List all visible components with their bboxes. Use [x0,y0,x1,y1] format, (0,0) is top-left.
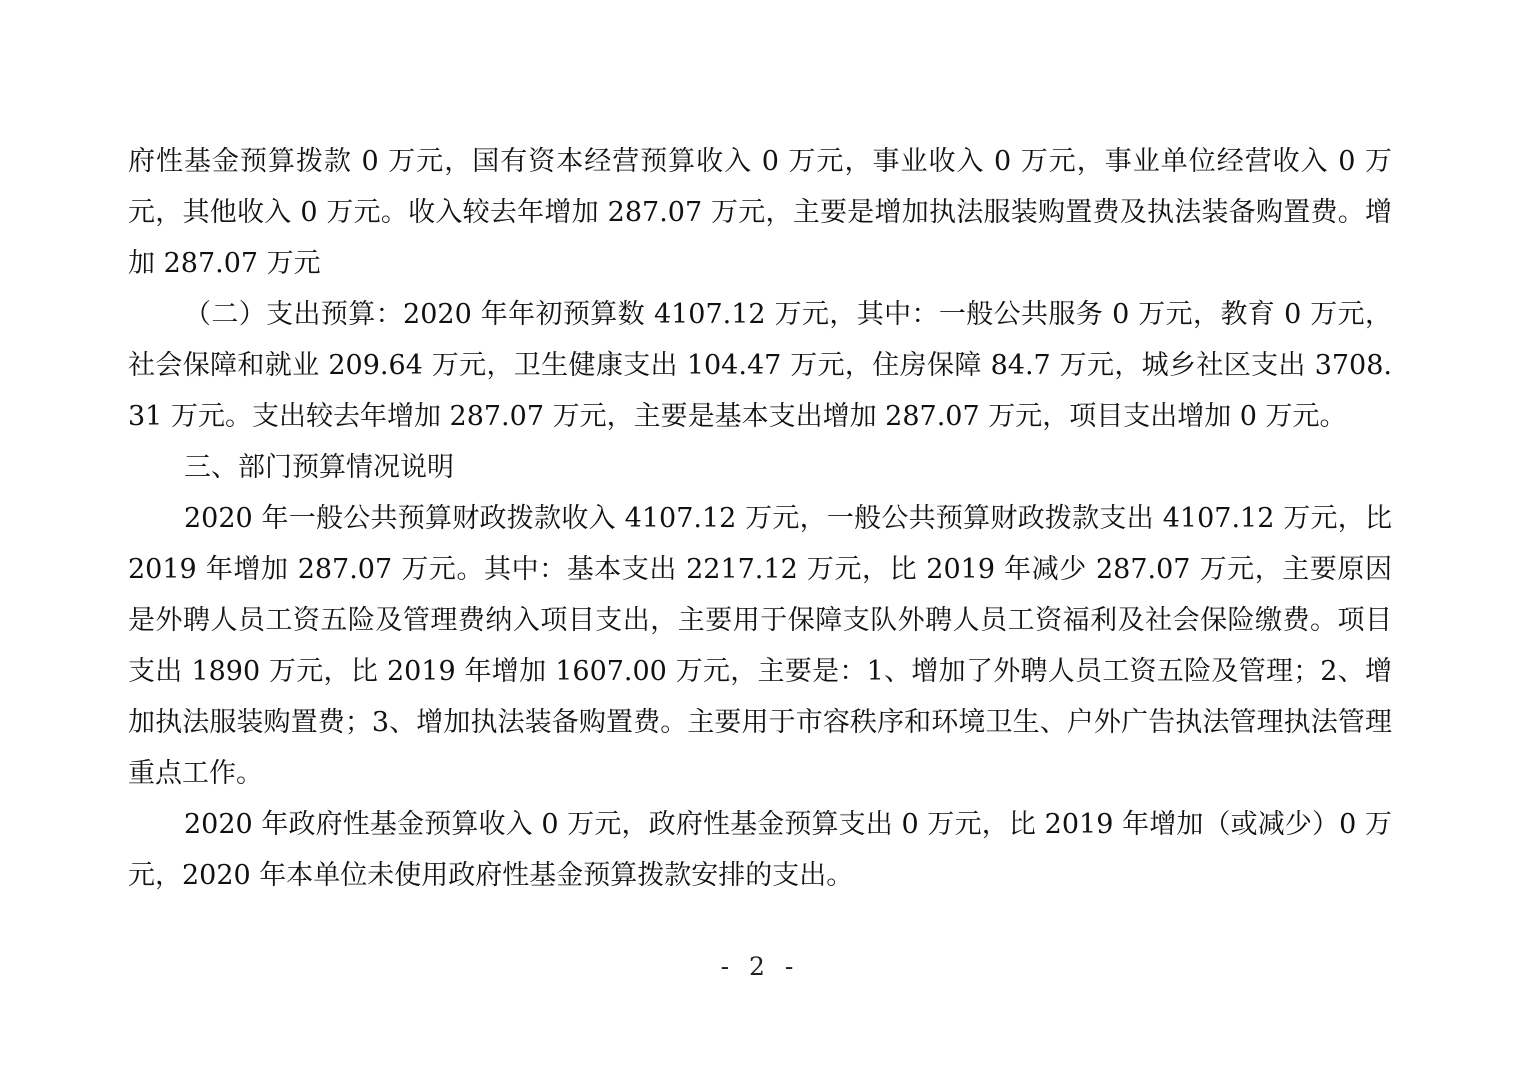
document-body [128,136,1392,901]
paragraph-expenditure-budget: （二）支出预算：2020 年年初预算数 4107.12 万元，其中：一般公共服务 0 万元，教育 0 万元，社会保障和就业 209.64 万元，卫生健康支出 104.47 万元，住房保障 84.7 万元，城乡社区支出 3708.31 万元。支出较去年增加 287.07 万元，主要是基本支出增加 287.07 万元，项目支出增加 0 万元。 [128,299,1392,432]
paragraph-general-public-budget: 2020 年一般公共预算财政拨款收入 4107.12 万元，一般公共预算财政拨款支出 4107.12 万元，比 2019 年增加 287.07 万元。其中：基本支出 2217.12 万元，比 2019 年减少 287.07 万元，主要原因是外聘人员工资五险及管理费纳入项目支出，主要用于保障支队外聘人员工资福利及社会保险缴费。项目支出 1890 万元，比 2019 年增加 1607.00 万元，主要是：1、增加了外聘人员工资五险及管理；2、增加执法服装购置费；3、增加执法装备购置费。主要用于市容秩序和环境卫生、户外广告执法管理执法管理重点工作。 [128,503,1392,789]
paragraph-revenue-continued: 府性基金预算拨款 0 万元，国有资本经营预算收入 0 万元，事业收入 0 万元，事业单位经营收入 0 万元，其他收入 0 万元。收入较去年增加 287.07 万元，主要是增加执法服装购置费及执法装备购置费。增加 287.07 万元 [128,146,1392,279]
section-heading-department-budget: 三、部门预算情况说明 [184,452,454,483]
page-number: - 2 - [720,952,800,981]
paragraph-government-fund-budget: 2020 年政府性基金预算收入 0 万元，政府性基金预算支出 0 万元，比 2019 年增加（或减少）0 万元，2020 年本单位未使用政府性基金预算拨款安排的支出。 [128,809,1392,891]
